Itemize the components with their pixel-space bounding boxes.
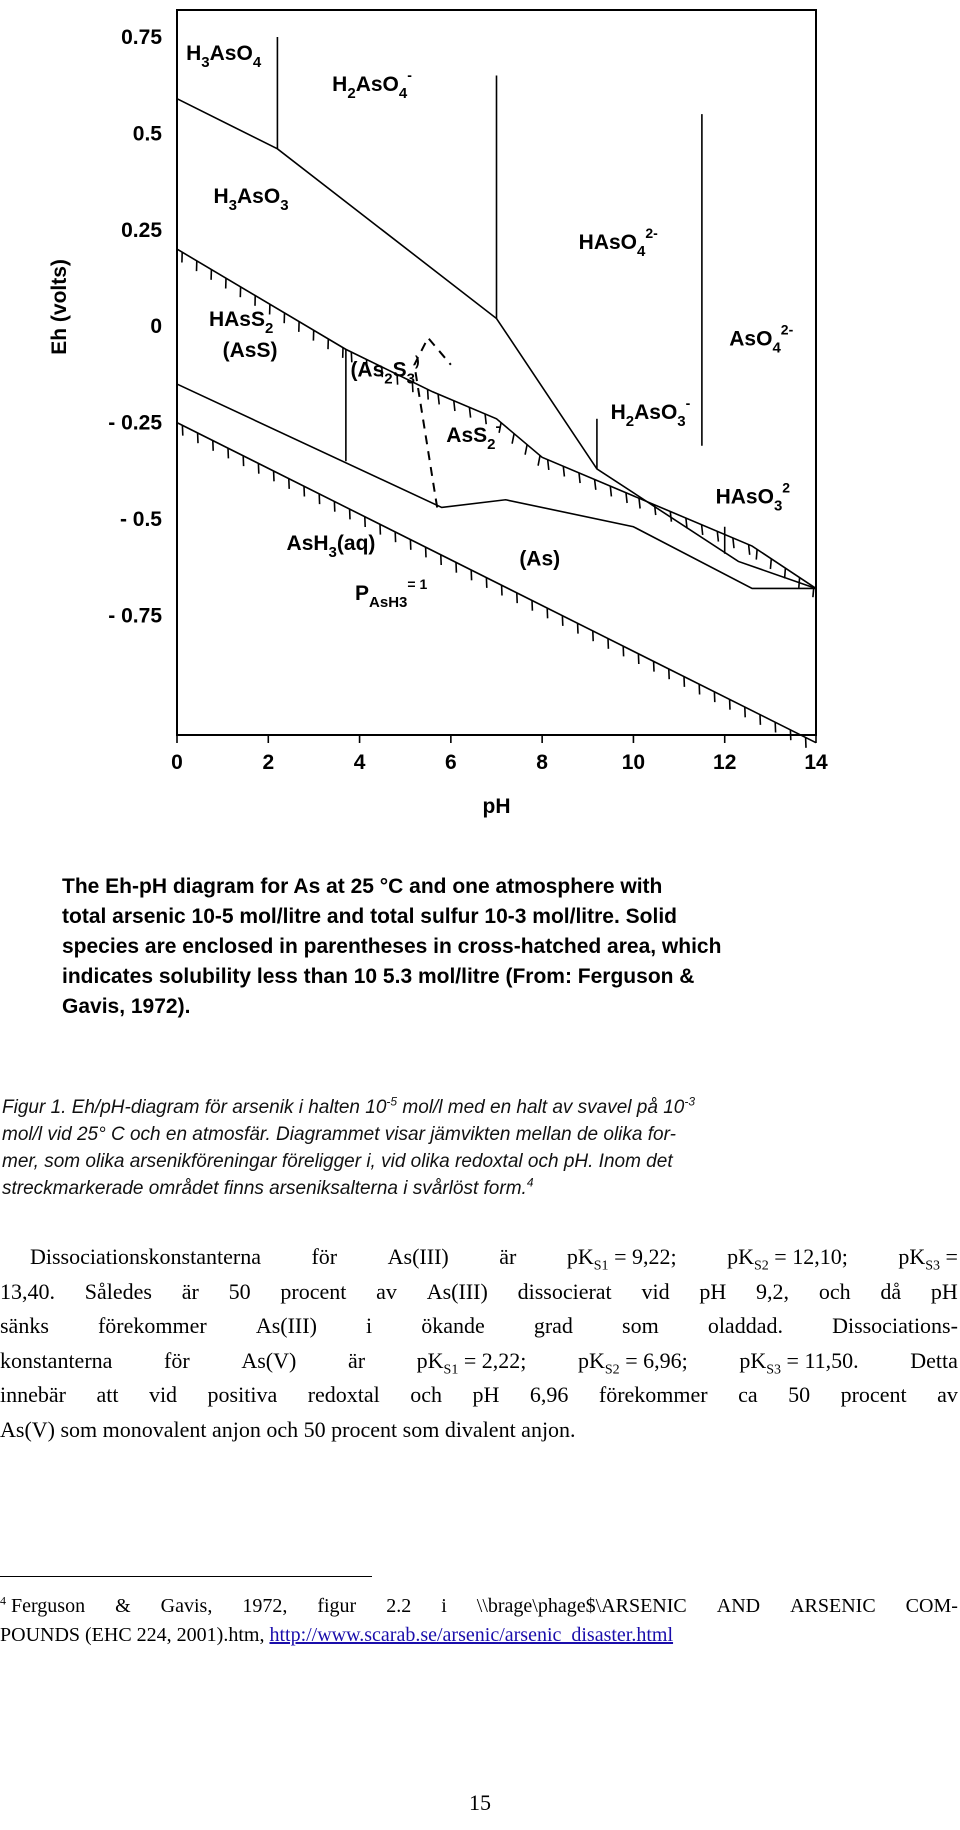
word: ARSENIC xyxy=(790,1595,876,1617)
word: As(III) xyxy=(255,1313,317,1338)
caption-en-line: indicates solubility less than 10 5.3 mol/litre (From: Ferguson & xyxy=(62,965,695,988)
y-axis-label: Eh (volts) xyxy=(48,259,71,355)
word: ca xyxy=(738,1382,758,1407)
word: sänks xyxy=(0,1313,49,1338)
footnote-divider xyxy=(0,1576,372,1577)
word: innebär xyxy=(0,1382,66,1407)
word: är xyxy=(181,1278,199,1304)
species-label xyxy=(729,322,793,357)
word: COM- xyxy=(905,1595,958,1617)
word: förekommer xyxy=(598,1382,708,1407)
word: pH xyxy=(699,1278,727,1304)
word: och xyxy=(818,1278,851,1304)
species-label-part: 3 xyxy=(328,543,337,561)
pk-s3-value xyxy=(739,1344,858,1379)
footnote-text: POUNDS (EHC 224, 2001).htm, xyxy=(0,1624,270,1646)
word: oladdad. xyxy=(707,1313,783,1338)
species-label-part: 2 xyxy=(264,320,274,338)
footnote-lead xyxy=(0,1592,85,1621)
caption-en-line: species are enclosed in parentheses in cross-hatched area, which xyxy=(62,935,722,958)
species-label-part: HAsO xyxy=(715,485,774,509)
page-number: 15 xyxy=(469,1790,491,1815)
x-tick-label: 14 xyxy=(804,751,828,774)
species-label xyxy=(287,532,376,561)
caption-en-line: total arsenic 10-5 mol/litre and total sulfur 10-3 mol/litre. Solid xyxy=(62,905,677,928)
paragraph-line-1 xyxy=(0,1240,958,1275)
pk-number: = 12,10; xyxy=(768,1244,848,1269)
pk-subscript: S1 xyxy=(443,1361,459,1377)
species-label-part: 4 xyxy=(637,243,646,261)
species-label-part: ) xyxy=(414,352,420,369)
caption-text: mol/l med en halt av svavel på 10 xyxy=(397,1097,685,1118)
species-label-part: AsO xyxy=(355,72,399,96)
species-label-part: H xyxy=(213,184,229,208)
word: dissocierat xyxy=(517,1278,612,1304)
pk-number: = 2,22; xyxy=(458,1347,527,1373)
y-tick-label: - 0.25 xyxy=(108,411,162,435)
species-label-part: 3 xyxy=(399,594,408,612)
pk-symbol: pK xyxy=(739,1347,767,1373)
boundary-As2S3-AsS2- xyxy=(414,338,451,508)
word: grad xyxy=(533,1313,573,1338)
species-label-part: 2 xyxy=(782,479,791,496)
species-label-part: 2 xyxy=(487,435,496,453)
y-tick-label: 0.75 xyxy=(121,25,162,49)
paragraph-line-6: As(V) som monovalent anjon och 50 procent som divalent anjon. xyxy=(0,1416,576,1442)
body-paragraph xyxy=(0,1240,958,1447)
word: för xyxy=(164,1347,190,1373)
caption-superscript: -5 xyxy=(386,1094,398,1109)
word: konstanterna xyxy=(0,1347,113,1373)
caption-sv-line-3: mer, som olika arsenikföreningar föreligger i, vid olika redoxtal och pH. Inom det xyxy=(2,1151,673,1172)
x-tick-label: 8 xyxy=(536,751,548,774)
pk-number: = 9,22; xyxy=(608,1244,677,1269)
paragraph-line-3 xyxy=(0,1309,958,1344)
word: 50 xyxy=(228,1278,251,1304)
species-label-part: AsO xyxy=(237,184,281,208)
paragraph-line-2 xyxy=(0,1275,958,1310)
caption-sv-line-1 xyxy=(2,1094,952,1121)
paragraph-line-4 xyxy=(0,1344,958,1379)
y-tick-label: 0 xyxy=(150,315,162,339)
footnote-link[interactable]: http://www.scarab.se/arsenic/arsenic_disaster.html xyxy=(269,1624,674,1646)
species-label-part: AsS xyxy=(446,423,488,447)
caption-en-line: The Eh-pH diagram for As at 25 °C and one atmosphere with xyxy=(62,875,663,898)
species-label-part: H xyxy=(610,400,626,424)
species-label-part: H xyxy=(186,42,202,66)
word: Gavis, xyxy=(160,1595,213,1617)
english-figure-caption xyxy=(62,872,892,1022)
word: som xyxy=(622,1313,659,1338)
species-label-part: AsH xyxy=(369,594,400,612)
species-label-part: (As xyxy=(350,358,385,382)
pk-subscript: S2 xyxy=(604,1361,620,1377)
word: och xyxy=(410,1382,443,1407)
x-tick-label: 4 xyxy=(353,751,366,774)
hatch-water-lower-stability xyxy=(182,425,806,748)
species-label-part: - xyxy=(407,66,412,83)
species-label-part: - xyxy=(685,394,691,411)
boundary-water-lower-stability xyxy=(177,423,816,743)
species-label-part: - xyxy=(495,417,501,434)
y-tick-label: - 0.75 xyxy=(108,604,162,628)
word: Dissociations- xyxy=(832,1313,958,1338)
word: förekommer xyxy=(97,1313,207,1338)
pk-number: = 6,96; xyxy=(619,1347,688,1373)
species-label-part: 3 xyxy=(773,497,783,515)
species-label xyxy=(446,418,500,453)
species-label-part: 4 xyxy=(398,84,408,102)
species-label xyxy=(214,185,289,214)
species-label xyxy=(579,225,658,260)
species-label-part: 2- xyxy=(645,225,658,242)
species-label-part: 2- xyxy=(780,321,794,338)
caption-sv-line-4 xyxy=(2,1175,952,1202)
word: 50 xyxy=(788,1382,811,1407)
species-label xyxy=(350,352,419,387)
word: As(III) xyxy=(387,1244,449,1269)
species-label-part: AsO xyxy=(209,42,253,66)
word: & xyxy=(115,1595,131,1617)
pk-s1-value xyxy=(417,1344,527,1379)
species-label-part: 3 xyxy=(677,412,686,430)
word: i xyxy=(441,1595,447,1617)
footnote-line-1 xyxy=(0,1592,958,1621)
word: av xyxy=(937,1382,958,1407)
word: procent xyxy=(840,1382,907,1407)
y-tick-label: - 0.5 xyxy=(119,508,162,532)
species-label-part: 3 xyxy=(228,196,238,214)
footnote-reference[interactable]: 4 xyxy=(526,1175,534,1190)
word: för xyxy=(311,1244,338,1269)
word: då xyxy=(880,1278,902,1304)
x-tick-label: 10 xyxy=(621,751,646,774)
species-label xyxy=(519,547,560,570)
pk-s2-value xyxy=(727,1240,848,1275)
pk-symbol: pK xyxy=(898,1244,926,1269)
footnote-marker: 4 xyxy=(0,1593,6,1608)
pk-number: = 11,50. xyxy=(781,1347,859,1373)
species-label xyxy=(209,308,273,337)
species-label-part: S xyxy=(392,358,407,382)
caption-text: streckmarkerade området finns arseniksalterna i svårlöst form. xyxy=(2,1178,527,1199)
species-label-part: (As) xyxy=(519,547,561,571)
word: 9,2, xyxy=(756,1278,790,1304)
species-label-part: 2 xyxy=(384,370,393,388)
pk-s2-value xyxy=(578,1344,688,1379)
word: AND xyxy=(716,1595,761,1617)
word: 2.2 xyxy=(386,1595,412,1617)
word: As(III) xyxy=(426,1278,488,1304)
word: figur xyxy=(317,1595,357,1617)
pk-symbol: pK xyxy=(566,1244,594,1269)
species-label-part: (aq) xyxy=(336,531,376,555)
x-tick-label: 2 xyxy=(262,751,275,774)
species-label-part: 4 xyxy=(252,54,262,72)
word: positiva xyxy=(207,1382,278,1407)
word: är xyxy=(499,1244,517,1269)
pk-subscript: S3 xyxy=(766,1361,782,1377)
pk-s3-value xyxy=(898,1240,958,1275)
word: Ferguson xyxy=(11,1595,86,1617)
pk-s1-value xyxy=(567,1240,677,1275)
species-label xyxy=(716,480,791,515)
word: As(V) xyxy=(241,1347,297,1373)
word: att xyxy=(96,1382,119,1407)
y-tick-label: 0.5 xyxy=(132,122,162,146)
x-tick-label: 0 xyxy=(171,751,183,774)
species-label-part: 3 xyxy=(280,196,289,214)
species-label xyxy=(355,576,427,611)
pk-symbol: pK xyxy=(416,1347,444,1373)
pk-subscript: S3 xyxy=(925,1258,941,1274)
species-label xyxy=(611,395,691,430)
word: ökande xyxy=(421,1313,485,1338)
pk-subscript: S2 xyxy=(754,1258,769,1274)
pk-symbol: pK xyxy=(727,1244,754,1269)
species-label-part: P xyxy=(355,582,370,606)
footnote xyxy=(0,1592,958,1650)
pk-number: = xyxy=(940,1244,958,1269)
word: 6,96 xyxy=(529,1382,569,1407)
x-tick-label: 12 xyxy=(713,751,737,774)
caption-superscript: -3 xyxy=(684,1094,696,1109)
word: 1972, xyxy=(242,1595,288,1617)
species-label-part: AsH xyxy=(286,531,329,555)
species-label-part: 2 xyxy=(625,412,635,430)
footnote-line-2 xyxy=(0,1621,958,1650)
species-label-part: HAsS xyxy=(208,308,265,332)
word: Således xyxy=(84,1278,152,1304)
species-label xyxy=(332,67,412,102)
caption-en-line: Gavis, 1972). xyxy=(62,995,191,1018)
pk-subscript: S1 xyxy=(593,1258,609,1274)
species-label-part: H xyxy=(332,72,348,96)
paragraph-line-5 xyxy=(0,1378,958,1413)
species-label-part: AsO xyxy=(634,400,678,424)
word: redoxtal xyxy=(307,1382,380,1407)
x-tick-label: 6 xyxy=(445,751,457,774)
species-label-part: 3 xyxy=(201,54,210,72)
species-label-part: 2 xyxy=(347,84,356,102)
word: vid xyxy=(641,1278,670,1304)
word: pH xyxy=(930,1278,958,1304)
swedish-figure-caption xyxy=(2,1094,952,1202)
caption-text: Figur 1. Eh/pH-diagram för arsenik i halten 10 xyxy=(2,1097,387,1118)
word: Detta xyxy=(910,1347,958,1373)
species-label-part: AsO xyxy=(729,327,773,351)
species-label-part: (AsS) xyxy=(222,339,278,363)
word: i xyxy=(366,1313,373,1338)
species-label-part: 3 xyxy=(406,370,415,388)
x-axis-label: pH xyxy=(482,795,511,818)
word: \\brage\phage$\ARSENIC xyxy=(476,1595,687,1617)
word: av xyxy=(376,1278,397,1304)
word: vid xyxy=(148,1382,178,1407)
word: procent xyxy=(280,1278,347,1304)
pk-symbol: pK xyxy=(578,1347,605,1373)
species-label-part: = 1 xyxy=(407,576,428,593)
species-label xyxy=(223,339,278,362)
species-label-part: 4 xyxy=(772,339,781,357)
species-label-part: HAsO xyxy=(578,231,638,255)
caption-sv-line-2: mol/l vid 25° C och en atmosfär. Diagrammet visar jämvikten mellan de olika for- xyxy=(2,1124,676,1145)
word: Dissociationskonstanterna xyxy=(30,1244,261,1269)
word: är xyxy=(347,1347,366,1373)
word: 13,40. xyxy=(0,1278,55,1304)
y-tick-label: 0.25 xyxy=(121,218,162,242)
word: pH xyxy=(472,1382,500,1407)
species-label xyxy=(186,42,262,71)
